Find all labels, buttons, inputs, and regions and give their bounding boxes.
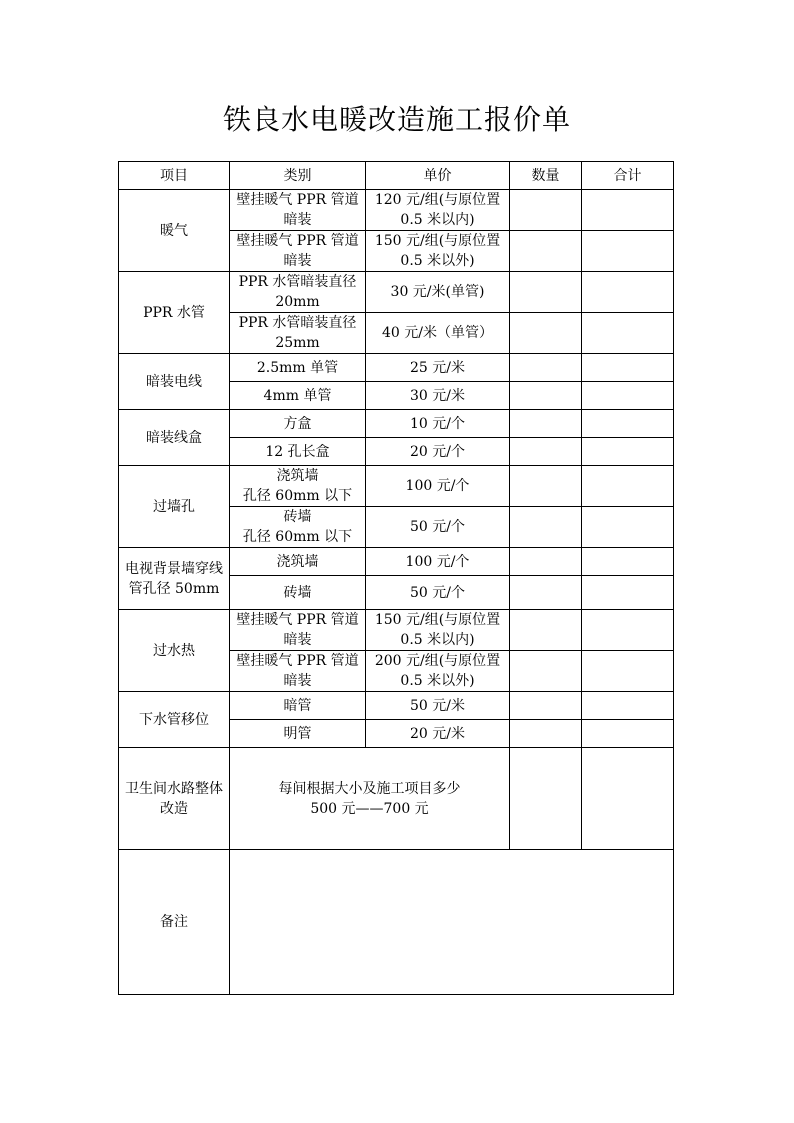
category-cell: PPR 水管暗装直径 25mm [230, 313, 366, 354]
category-cell: 浇筑墙 [230, 548, 366, 576]
total-cell[interactable] [582, 438, 674, 466]
total-cell[interactable] [582, 272, 674, 313]
item-cell: 过墙孔 [119, 466, 230, 548]
qty-cell[interactable] [510, 272, 582, 313]
total-cell[interactable] [582, 354, 674, 382]
qty-cell[interactable] [510, 313, 582, 354]
table-row [119, 610, 674, 651]
total-cell[interactable] [582, 576, 674, 610]
price-cell: 200 元/组(与原位置 0.5 米以外) [366, 651, 510, 692]
total-cell[interactable] [582, 507, 674, 548]
qty-cell[interactable] [510, 507, 582, 548]
item-cell: 电视背景墙穿线管孔径 50mm [119, 548, 230, 610]
qty-cell[interactable] [510, 720, 582, 748]
item-cell: PPR 水管 [119, 272, 230, 354]
total-cell[interactable] [582, 313, 674, 354]
table-row [119, 748, 674, 850]
category-cell: 壁挂暖气 PPR 管道暗装 [230, 190, 366, 231]
category-cell: 砖墙 [230, 576, 366, 610]
description-line: 每间根据大小及施工项目多少 [278, 780, 461, 797]
total-cell[interactable] [582, 548, 674, 576]
total-cell[interactable] [582, 190, 674, 231]
price-cell: 30 元/米(单管) [366, 272, 510, 313]
category-line: 孔径 60mm 以下 [242, 488, 353, 504]
category-line: 孔径 60mm 以下 [242, 529, 353, 545]
header-total: 合计 [582, 162, 674, 190]
price-cell: 10 元/个 [366, 410, 510, 438]
table-row [119, 850, 674, 995]
header-item: 项目 [119, 162, 230, 190]
qty-cell[interactable] [510, 576, 582, 610]
qty-cell[interactable] [510, 190, 582, 231]
qty-cell[interactable] [510, 438, 582, 466]
table-row [119, 548, 674, 576]
price-cell: 20 元/个 [366, 438, 510, 466]
remark-cell[interactable] [230, 850, 674, 995]
price-cell: 40 元/米（单管） [366, 313, 510, 354]
description-line: 500 元——700 元 [310, 800, 429, 817]
category-cell: 方盒 [230, 410, 366, 438]
total-cell[interactable] [582, 410, 674, 438]
qty-cell[interactable] [510, 382, 582, 410]
item-cell: 暗装电线 [119, 354, 230, 410]
remark-label: 备注 [119, 850, 230, 995]
header-row [119, 162, 674, 190]
qty-cell[interactable] [510, 651, 582, 692]
table-row [119, 272, 674, 313]
price-cell: 25 元/米 [366, 354, 510, 382]
qty-cell[interactable] [510, 231, 582, 272]
total-cell[interactable] [582, 651, 674, 692]
header-qty: 数量 [510, 162, 582, 190]
item-cell: 过水热 [119, 610, 230, 692]
header-price: 单价 [366, 162, 510, 190]
total-cell[interactable] [582, 692, 674, 720]
qty-cell[interactable] [510, 692, 582, 720]
description-cell [230, 748, 510, 850]
total-cell[interactable] [582, 748, 674, 850]
category-cell: 4mm 单管 [230, 382, 366, 410]
category-cell: 暗管 [230, 692, 366, 720]
qty-cell[interactable] [510, 748, 582, 850]
table-row [119, 410, 674, 438]
total-cell[interactable] [582, 382, 674, 410]
quote-table [118, 161, 674, 995]
table-row [119, 466, 674, 507]
category-line: 浇筑墙 [276, 468, 319, 484]
qty-cell[interactable] [510, 354, 582, 382]
category-cell [230, 507, 366, 548]
qty-cell[interactable] [510, 610, 582, 651]
item-cell: 暖气 [119, 190, 230, 272]
category-cell: 壁挂暖气 PPR 管道暗装 [230, 610, 366, 651]
item-cell: 下水管移位 [119, 692, 230, 748]
price-cell: 120 元/组(与原位置 0.5 米以内) [366, 190, 510, 231]
price-cell: 150 元/组(与原位置 0.5 米以外) [366, 231, 510, 272]
header-category: 类别 [230, 162, 366, 190]
category-cell: 壁挂暖气 PPR 管道暗装 [230, 651, 366, 692]
category-cell: 壁挂暖气 PPR 管道暗装 [230, 231, 366, 272]
category-cell [230, 466, 366, 507]
price-cell: 50 元/个 [366, 507, 510, 548]
table-row [119, 190, 674, 231]
category-line: 砖墙 [283, 509, 312, 525]
price-cell: 50 元/米 [366, 692, 510, 720]
price-cell: 100 元/个 [366, 548, 510, 576]
price-cell: 20 元/米 [366, 720, 510, 748]
price-cell: 150 元/组(与原位置 0.5 米以内) [366, 610, 510, 651]
category-cell: 12 孔长盒 [230, 438, 366, 466]
category-cell: PPR 水管暗装直径 20mm [230, 272, 366, 313]
total-cell[interactable] [582, 610, 674, 651]
item-cell: 卫生间水路整体改造 [119, 748, 230, 850]
qty-cell[interactable] [510, 548, 582, 576]
qty-cell[interactable] [510, 410, 582, 438]
qty-cell[interactable] [510, 466, 582, 507]
category-cell: 明管 [230, 720, 366, 748]
category-cell: 2.5mm 单管 [230, 354, 366, 382]
total-cell[interactable] [582, 466, 674, 507]
item-cell: 暗装线盒 [119, 410, 230, 466]
page-title: 铁良水电暖改造施工报价单 [222, 103, 571, 136]
total-cell[interactable] [582, 720, 674, 748]
total-cell[interactable] [582, 231, 674, 272]
price-cell: 100 元/个 [366, 466, 510, 507]
price-cell: 50 元/个 [366, 576, 510, 610]
table-row [119, 354, 674, 382]
price-cell: 30 元/米 [366, 382, 510, 410]
table-row [119, 692, 674, 720]
